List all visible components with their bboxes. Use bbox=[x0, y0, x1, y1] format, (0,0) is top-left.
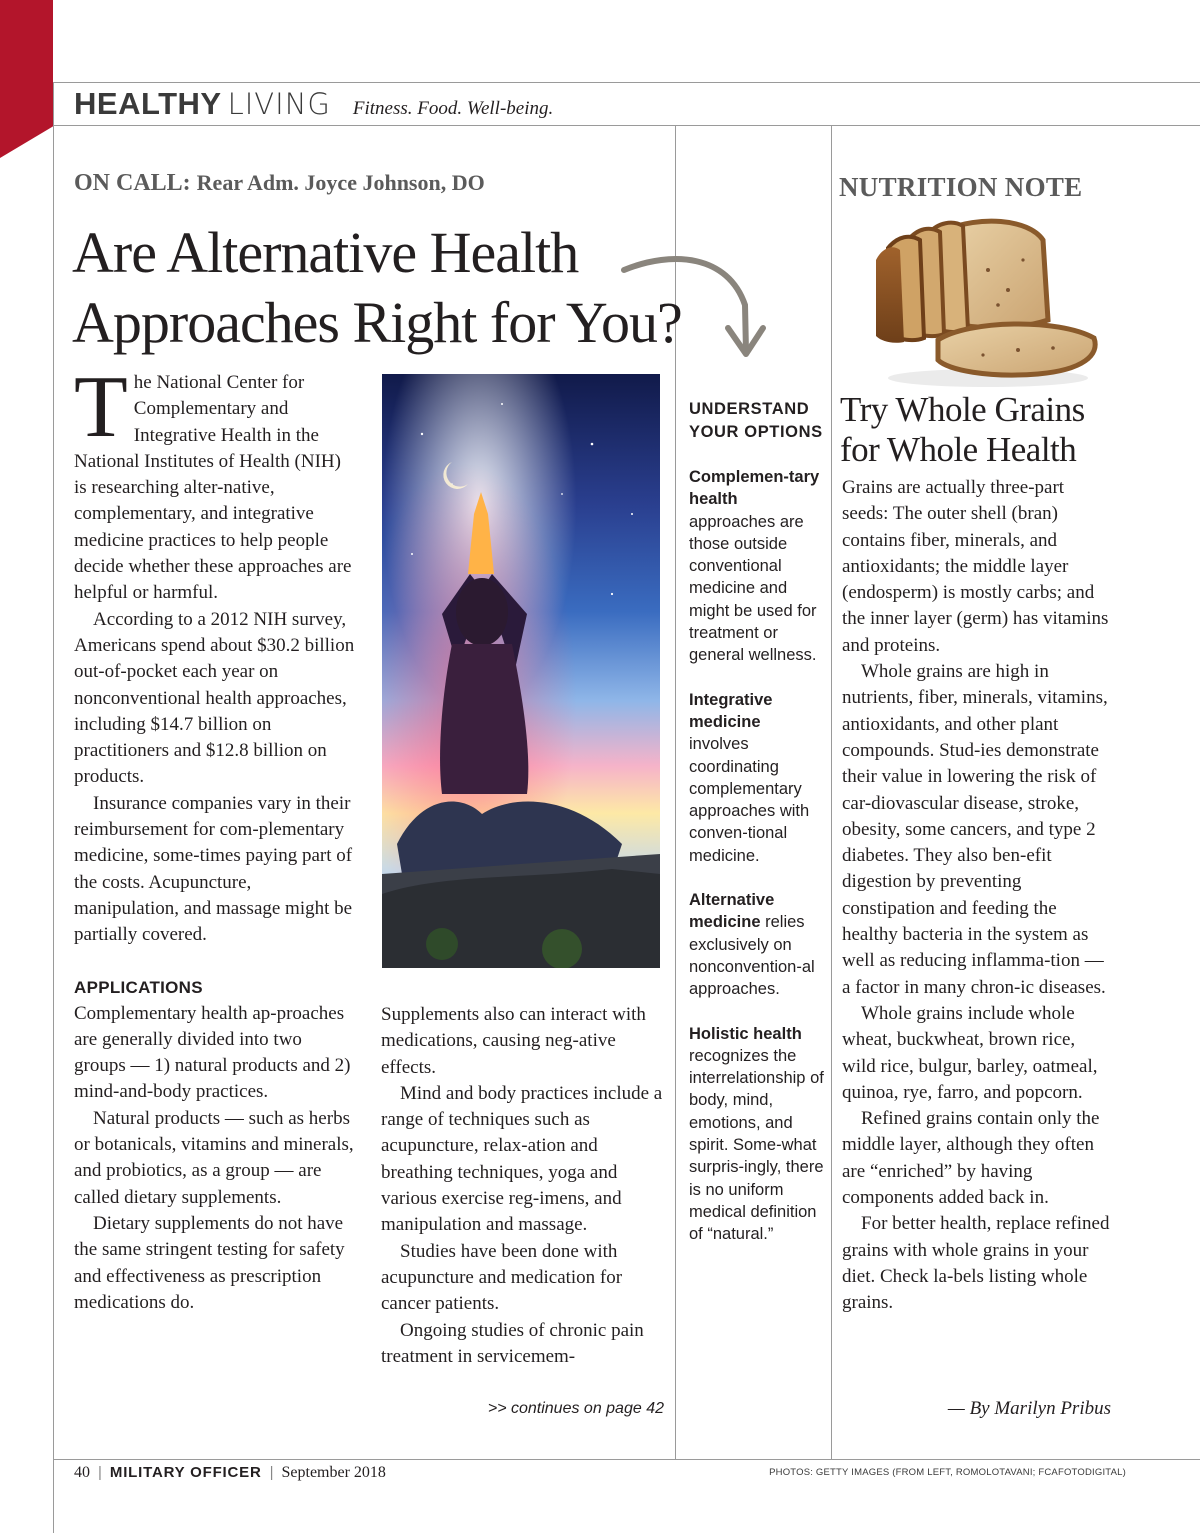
nutrition-byline: — By Marilyn Pribus bbox=[947, 1398, 1111, 1419]
article-paragraph: Natural products — such as herbs or botanicals, vitamins and minerals, and probiotics, as a group — are called dietary supplements. bbox=[74, 1107, 354, 1208]
page-number: 40 bbox=[74, 1464, 90, 1481]
left-margin-rule bbox=[53, 82, 54, 1533]
sidebar-entry-complementary bbox=[689, 466, 824, 667]
curved-arrow-icon bbox=[618, 250, 778, 365]
top-rule bbox=[53, 82, 1200, 83]
article-paragraph: Supplements also can interact with medications, causing neg-ative effects. bbox=[381, 1004, 646, 1078]
section-title-bold: HEALTHY bbox=[74, 86, 222, 121]
options-sidebar bbox=[689, 398, 824, 1268]
article-column-2 bbox=[381, 1002, 666, 1370]
sidebar-title: UNDERSTAND YOUR OPTIONS bbox=[689, 400, 823, 441]
article-column-1 bbox=[74, 359, 358, 1316]
footer-separator: | bbox=[98, 1464, 102, 1481]
article-paragraph: Studies have been done with acupuncture and medication for cancer patients. bbox=[381, 1240, 623, 1315]
issue-date: September 2018 bbox=[281, 1464, 386, 1481]
article-paragraph: he National Center for Complementary and Integrative Health in the National Institutes of Health (NIH) is researching alter-native, complementary, and integrative medicine practices to help people decide whether these approaches are helpful or harmful. bbox=[74, 372, 352, 604]
section-title-light: LIVING bbox=[227, 87, 331, 121]
nutrition-headline bbox=[840, 390, 1120, 470]
magazine-name: MILITARY OFFICER bbox=[109, 1464, 262, 1481]
sidebar-term: Integrative medicine bbox=[689, 690, 773, 731]
sidebar-definition: approaches are those outside conventional medicine and might be used for treatment or general wellness. bbox=[689, 512, 817, 665]
sidebar-definition: involves coordinating complementary approaches with conven-tional medicine. bbox=[689, 735, 810, 865]
footer-separator: | bbox=[269, 1464, 274, 1481]
drop-cap: T bbox=[74, 359, 128, 456]
column-rule-right bbox=[831, 125, 832, 1459]
article-headline bbox=[72, 218, 692, 358]
subhead-applications: APPLICATIONS bbox=[74, 977, 203, 997]
nutrition-paragraph: Refined grains contain only the middle layer, although they often are “enriched” by having components added back in. bbox=[842, 1108, 1100, 1209]
kicker-author: Rear Adm. Joyce Johnson, DO bbox=[196, 170, 485, 195]
photo-credit: PHOTOS: GETTY IMAGES (FROM LEFT, ROMOLOTAVANI; FCAFOTODIGITAL) bbox=[769, 1467, 1126, 1478]
article-paragraph: Dietary supplements do not have the same stringent testing for safety and effectiveness as prescription medications do. bbox=[74, 1212, 345, 1313]
sidebar-entry-holistic bbox=[689, 1023, 824, 1246]
article-paragraph: Complementary health ap-proaches are generally divided into two groups — 1) natural products and 2) mind-and-body practices. bbox=[74, 1002, 351, 1103]
nutrition-note-label: NUTRITION NOTE bbox=[839, 172, 1083, 202]
continues-link[interactable]: >> continues on page 42 bbox=[487, 1400, 664, 1417]
sidebar-definition: recognizes the interrelationship of body, mind, emotions, and spirit. Some-what surpris-ingly, there is no uniform medical definition of “natural.” bbox=[689, 1046, 824, 1244]
nutrition-column bbox=[842, 475, 1112, 1317]
kicker-label: ON CALL: bbox=[74, 170, 191, 196]
sidebar-entry-alternative bbox=[689, 889, 824, 1000]
article-paragraph: Ongoing studies of chronic pain treatment in servicemem- bbox=[381, 1319, 644, 1367]
headline-line-2: Approaches Right for You? bbox=[72, 290, 682, 355]
nutrition-paragraph: Whole grains are high in nutrients, fiber, minerals, vitamins, antioxidants, and other plant compounds. Stud-ies demonstrate their value in lowering the risk of car-diovascular disease, stroke, obesity, some cancers, and type 2 diabetes. They also ben-efit digestion by preventing constipation and feeding the healthy bacteria in the system as well as reducing inflamma-tion — a factor in many chron-ic diseases. bbox=[842, 661, 1108, 998]
nutrition-headline-line-1: Try Whole Grains bbox=[840, 390, 1085, 429]
bread-photo bbox=[868, 210, 1100, 390]
sidebar-entry-integrative bbox=[689, 689, 824, 867]
article-kicker bbox=[74, 170, 485, 197]
yoga-photo bbox=[382, 374, 660, 968]
section-header bbox=[74, 86, 553, 126]
sidebar-definition: relies exclusively on nonconvention-al approaches. bbox=[689, 913, 815, 999]
red-corner-tab bbox=[0, 0, 53, 158]
sidebar-term: Complemen-tary health bbox=[689, 468, 820, 509]
section-tagline: Fitness. Food. Well-being. bbox=[352, 98, 554, 119]
article-paragraph: Insurance companies vary in their reimbursement for com-plementary medicine, some-times paying part of the costs. Acupuncture, manipulation, and massage might be partially covered. bbox=[74, 792, 353, 946]
sidebar-term: Alternative medicine bbox=[689, 891, 775, 932]
footer-rule bbox=[53, 1459, 1200, 1460]
nutrition-paragraph: Whole grains include whole wheat, buckwheat, brown rice, wild rice, bulgur, barley, oatmeal, quinoa, rye, farro, and popcorn. bbox=[842, 1002, 1098, 1103]
article-paragraph: According to a 2012 NIH survey, Americans spend about $30.2 billion out-of-pocket each year on nonconventional health approaches, including $14.7 billion on practitioners and $12.8 billion on products. bbox=[74, 608, 355, 788]
headline-line-1: Are Alternative Health bbox=[72, 220, 579, 285]
article-paragraph: Mind and body practices include a range of techniques such as acupuncture, relax-ation and breathing techniques, yoga and various exercise reg-imens, and manipulation and massage. bbox=[381, 1082, 663, 1236]
sidebar-term: Holistic health bbox=[689, 1024, 802, 1043]
nutrition-paragraph: Grains are actually three-part seeds: The outer shell (bran) contains fiber, minerals, and antioxidants; the middle layer (endosperm) is mostly carbs; and the inner layer (germ) has vitamins and proteins. bbox=[842, 477, 1109, 656]
page-footer bbox=[74, 1464, 386, 1482]
nutrition-paragraph: For better health, replace refined grains with whole grains in your diet. Check la-bels listing whole grains. bbox=[842, 1213, 1110, 1314]
nutrition-headline-line-2: for Whole Health bbox=[840, 430, 1077, 469]
